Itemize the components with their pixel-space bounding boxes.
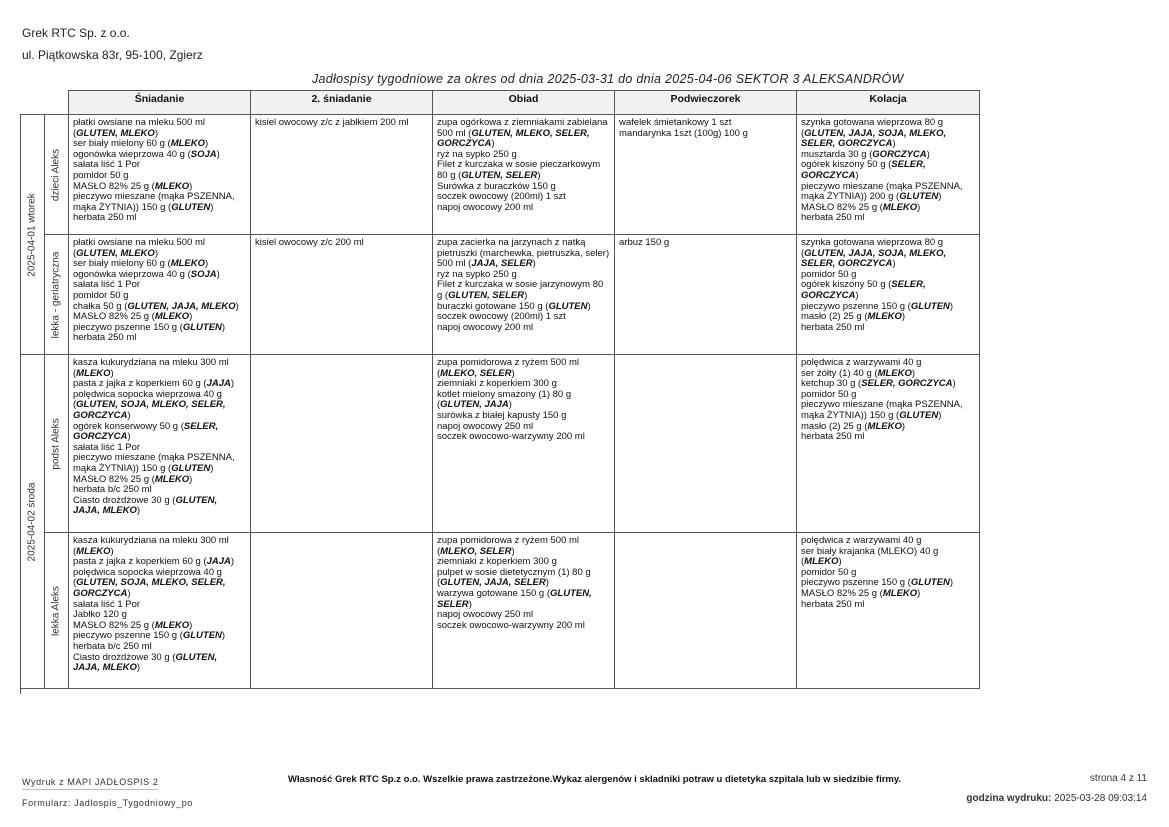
meal-item: Ciasto drożdżowe 30 g (GLUTEN, JAJA, MLEKO): [73, 651, 218, 674]
meal-item: sałata liść 1 Por: [73, 279, 141, 291]
meal-item: pomidor 50 g: [801, 566, 857, 578]
meal-item: zupa ogórkowa z ziemniakami zabielana 500 ml (GLUTEN, MLEKO, SELER, GORCZYCA): [437, 117, 608, 150]
meal-item: ser biały mielony 60 g (MLEKO): [73, 258, 209, 270]
meal-item: ketchup 30 g (SELER, GORCZYCA): [801, 378, 956, 390]
meal-item: polędwica sopocka wieprzowa 40 g (GLUTEN, SOJA, MLEKO, SELER, GORCZYCA): [73, 566, 226, 599]
meal-item: pomidor 50 g: [73, 289, 129, 301]
meal-item: ziemniaki z koperkiem 300 g: [437, 378, 557, 390]
meal-item: pieczywo mieszane (mąka PSZENNA, mąka ŻYTNIA)) 150 g (GLUTEN): [73, 191, 235, 213]
meal-item: pasta z jajka z koperkiem 60 g (JAJA): [73, 378, 235, 390]
meal-item: ogonówka wieprzowa 40 g (SOJA): [73, 268, 220, 280]
meal-item: polędwica sopocka wieprzowa 40 g (GLUTEN, SOJA, MLEKO, SELER, GORCZYCA): [73, 388, 226, 421]
meal-item: ser biały mielony 60 g (MLEKO): [73, 138, 209, 150]
menu-row: [21, 235, 980, 355]
column-header-obiad: Obiad: [433, 91, 615, 115]
meal-item: herbata 250 ml: [73, 212, 137, 224]
meal-item: buraczki gotowane 150 g (GLUTEN): [437, 300, 591, 312]
meal-item: MASŁO 82% 25 g (MLEKO): [73, 619, 193, 631]
meal-item: pieczywo pszenne 150 g (GLUTEN): [801, 577, 954, 589]
meal-item: herbata 250 ml: [73, 332, 137, 344]
meal-cell-lunch: [433, 533, 615, 689]
meal-item: sałata liść 1 Por: [73, 598, 141, 610]
diet-group-name: podst Aleks: [50, 417, 62, 470]
meal-item: pulpet w sosie dietetycznym (1) 80 g (GLUTEN, JAJA, SELER): [437, 566, 591, 589]
meal-item: ryż na sypko 250 g: [437, 148, 517, 160]
day-date: 2025-04-02 środa: [26, 482, 38, 561]
meal-item: szynka gotowana wieprzowa 80 g (GLUTEN, JAJA, SOJA, MLEKO, SELER, GORCZYCA): [801, 117, 947, 150]
column-header-kolacja: Kolacja: [797, 91, 980, 115]
meal-item: ryż na sypko 250 g: [437, 268, 517, 280]
meal-item: polędwica z warzywami 40 g: [801, 535, 922, 546]
meal-item: napoj owocowy 200 ml: [437, 321, 534, 333]
meal-item: płatki owsiane na mleku 500 ml (GLUTEN, MLEKO): [73, 117, 206, 139]
meal-item: ogórek kiszony 50 g (SELER, GORCZYCA): [801, 279, 926, 301]
weekly-menu-table: [20, 90, 980, 689]
meal-item: chałka 50 g (GLUTEN, JAJA, MLEKO): [73, 300, 239, 312]
meal-item: MASŁO 82% 25 g (MLEKO): [73, 311, 193, 323]
meal-item: arbuz 150 g: [619, 237, 670, 248]
meal-item: sałata liść 1 Por: [73, 441, 141, 453]
meal-item: ogonówka wieprzowa 40 g (SOJA): [73, 148, 220, 160]
meal-item: herbata b/c 250 ml: [73, 484, 152, 496]
meal-item: masło (2) 25 g (MLEKO): [801, 420, 906, 432]
meal-item: herbata 250 ml: [801, 431, 865, 443]
meal-item: soczek owocowy (200ml) 1 szt: [437, 311, 566, 323]
diet-group-cell: [45, 235, 69, 355]
page-number: strona 4 z 11: [1089, 773, 1147, 784]
meal-item: ser żółty (1) 40 g (MLEKO): [801, 367, 916, 379]
meal-cell-snack: [615, 533, 797, 689]
meal-item: sałata liść 1 Por: [73, 159, 141, 171]
meal-item: pieczywo mieszane (mąka PSZENNA, mąka ŻYTNIA)) 200 g (GLUTEN): [801, 180, 963, 203]
meal-item: zupa pomidorowa z ryżem 500 ml (MLEKO, SELER): [437, 535, 580, 557]
column-header-podwieczorek: Podwieczorek: [615, 91, 797, 115]
header-corner: [21, 91, 69, 115]
meal-item: Surówka z buraczków 150 g: [437, 180, 556, 192]
form-name: Formularz: Jadlospis_Tygodniowy_po: [22, 798, 193, 808]
print-time: [966, 793, 1147, 804]
meal-item: MASŁO 82% 25 g (MLEKO): [801, 201, 921, 213]
meal-item: pieczywo pszenne 150 g (GLUTEN): [73, 630, 226, 642]
menu-row: [21, 115, 980, 235]
meal-item: pomidor 50 g: [801, 388, 857, 400]
day-date-cell: [21, 355, 45, 689]
diet-group-name: lekka - geriatryczna: [50, 251, 62, 338]
meal-item: ziemniaki z koperkiem 300 g: [437, 556, 557, 568]
meal-item: pieczywo mieszane (mąka PSZENNA, mąka ŻYTNIA)) 150 g (GLUTEN): [73, 452, 235, 474]
print-time-label: godzina wydruku:: [966, 793, 1052, 804]
diet-group-cell: [45, 533, 69, 689]
meal-item: pieczywo pszenne 150 g (GLUTEN): [801, 300, 954, 312]
meal-item: soczek owocowo-warzywny 200 ml: [437, 619, 585, 631]
meal-cell-dinner: [797, 355, 980, 533]
meal-cell-second-breakfast: [251, 115, 433, 235]
meal-item: Filet z kurczaka w sosie pieczarkowym 80 g (GLUTEN, SELER): [437, 159, 601, 181]
meal-item: pomidor 50 g: [801, 268, 857, 280]
meal-item: soczek owocowy (200ml) 1 szt: [437, 191, 566, 203]
column-header-drugie-sniadanie: 2. śniadanie: [251, 91, 433, 115]
meal-item: ogórek kiszony 50 g (SELER, GORCZYCA): [801, 159, 926, 181]
left-border-line: [20, 114, 21, 694]
diet-group-name: dzieci Aleks: [50, 148, 62, 201]
footer-left: [22, 773, 193, 812]
meal-item: polędwica z warzywami 40 g: [801, 357, 922, 368]
meal-item: płatki owsiane na mleku 500 ml (GLUTEN, MLEKO): [73, 237, 206, 259]
meal-item: ser biały krajanka (MLEKO) 40 g (MLEKO): [801, 545, 939, 568]
meal-item: herbata 250 ml: [801, 212, 865, 224]
meal-item: herbata 250 ml: [801, 598, 865, 610]
meal-item: napoj owocowy 250 ml: [437, 420, 534, 432]
meal-item: wafelek śmietankowy 1 szt: [619, 117, 732, 128]
meal-item: masło (2) 25 g (MLEKO): [801, 311, 906, 323]
company-header: [22, 22, 203, 66]
meal-cell-second-breakfast: [251, 355, 433, 533]
menu-row: [21, 533, 980, 689]
meal-item: kisiel owocowy z/c 200 ml: [255, 237, 364, 248]
day-date-cell: [21, 115, 45, 355]
meal-item: kotlet mielony smażony (1) 80 g (GLUTEN, JAJA): [437, 388, 572, 411]
meal-item: pasta z jajka z koperkiem 60 g (JAJA): [73, 556, 235, 568]
meal-cell-second-breakfast: [251, 533, 433, 689]
print-time-value: 2025-03-28 09:03:14: [1054, 793, 1147, 804]
diet-group-cell: [45, 115, 69, 235]
meal-item: musztarda 30 g (GORCZYCA): [801, 148, 930, 160]
meal-cell-snack: [615, 115, 797, 235]
meal-cell-lunch: [433, 115, 615, 235]
meal-cell-lunch: [433, 235, 615, 355]
meal-item: Jabłko 120 g: [73, 609, 127, 621]
meal-item: pieczywo pszenne 150 g (GLUTEN): [73, 321, 226, 333]
diet-group-name: lekka Aleks: [50, 585, 62, 636]
meal-cell-breakfast: [69, 355, 251, 533]
meal-item: ogórek konserwowy 50 g (SELER, GORCZYCA): [73, 420, 219, 443]
report-name: Wydruk z MAPI JADŁOSPIS 2: [22, 777, 159, 787]
header-row: [21, 91, 980, 115]
meal-item: Filet z kurczaka w sosie jarzynowym 80 g (GLUTEN, SELER): [437, 279, 604, 301]
meal-item: kasza kukurydziana na mleku 300 ml (MLEKO): [73, 357, 229, 379]
meal-item: zupa zacierka na jarzynach z natką pietruszki (marchewka, pietruszka, seler) 500 ml (JAJA, SELER): [437, 237, 610, 270]
meal-item: kisiel owocowy z/c z jabłkiem 200 ml: [255, 117, 409, 128]
meal-item: MASŁO 82% 25 g (MLEKO): [73, 473, 193, 485]
meal-item: surówka z białej kapusty 150 g: [437, 409, 567, 421]
meal-cell-breakfast: [69, 533, 251, 689]
meal-cell-lunch: [433, 355, 615, 533]
column-header-sniadanie: Śniadanie: [69, 91, 251, 115]
meal-item: mandarynka 1szt (100g) 100 g: [619, 127, 748, 139]
meal-item: zupa pomidorowa z ryżem 500 ml (MLEKO, SELER): [437, 357, 580, 379]
meal-item: MASŁO 82% 25 g (MLEKO): [73, 180, 193, 192]
meal-cell-dinner: [797, 115, 980, 235]
company-name: Grek RTC Sp. z o.o.: [22, 26, 130, 40]
company-address: ul. Piątkowska 83r, 95-100, Zgierz: [22, 48, 203, 62]
meal-item: soczek owocowo-warzywny 200 ml: [437, 431, 585, 443]
meal-item: Ciasto drożdżowe 30 g (GLUTEN, JAJA, MLEKO): [73, 494, 218, 517]
meal-cell-second-breakfast: [251, 235, 433, 355]
meal-item: MASŁO 82% 25 g (MLEKO): [801, 587, 921, 599]
meal-cell-breakfast: [69, 235, 251, 355]
meal-item: pomidor 50 g: [73, 169, 129, 181]
meal-cell-snack: [615, 355, 797, 533]
meal-item: szynka gotowana wieprzowa 80 g (GLUTEN, JAJA, SOJA, MLEKO, SELER, GORCZYCA): [801, 237, 947, 270]
meal-item: herbata 250 ml: [801, 321, 865, 333]
meal-item: herbata b/c 250 ml: [73, 640, 152, 652]
day-date: 2025-04-01 wtorek: [26, 192, 38, 277]
meal-item: pieczywo mieszane (mąka PSZENNA, mąka ŻYTNIA)) 150 g (GLUTEN): [801, 399, 963, 421]
page-title: Jadłospisy tygodniowe za okres od dnia 2025-03-31 do dnia 2025-04-06 SEKTOR 3 ALEKSANDRÓW: [312, 72, 904, 86]
meal-cell-breakfast: [69, 115, 251, 235]
ownership-notice: Własność Grek RTC Sp.z o.o. Wszelkie prawa zastrzeżone.Wykaz alergenów i skladniki potraw u dietetyka szpitala lub w siedzibie firmy.: [288, 774, 902, 785]
meal-item: napoj owocowy 250 ml: [437, 609, 534, 621]
meal-item: warzywa gotowane 150 g (GLUTEN, SELER): [437, 587, 592, 610]
menu-row: [21, 355, 980, 533]
meal-item: napoj owocowy 200 ml: [437, 201, 534, 213]
meal-item: kasza kukurydziana na mleku 300 ml (MLEKO): [73, 535, 229, 557]
meal-cell-dinner: [797, 235, 980, 355]
meal-cell-snack: [615, 235, 797, 355]
meal-cell-dinner: [797, 533, 980, 689]
diet-group-cell: [45, 355, 69, 533]
